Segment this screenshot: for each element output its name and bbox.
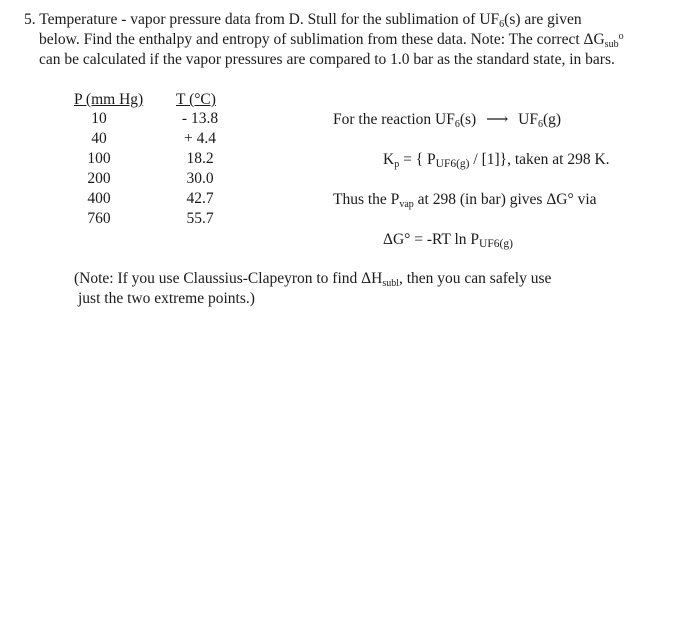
table-cell: 18.2 — [186, 150, 214, 167]
table-cell: 55.7 — [186, 210, 214, 227]
temperature-header: T (°C) — [176, 91, 216, 108]
table-cell: 10 — [91, 110, 107, 127]
pressure-column — [74, 109, 124, 229]
reaction-line: For the reaction $UF_6(s)$ ⟶ $UF_6(g)$ — [333, 111, 562, 130]
temperature-column — [174, 109, 226, 229]
table-cell: 30.0 — [186, 170, 214, 187]
table-cell: 40 — [91, 130, 107, 147]
note-line-2: just the two extreme points.) — [78, 290, 255, 307]
reaction-arrow-icon: ⟶ — [486, 111, 509, 128]
problem-text-1: Temperature - vapor pressure data from D. Stull for the sublimation of UF — [39, 11, 500, 28]
problem-line-2: below. Find the enthalpy and entropy of sublimation from these data. Note: The correct $\Delta G_{sub}^o$ — [39, 31, 624, 50]
problem-number: 5. — [24, 11, 36, 28]
pressure-header: P (mm Hg) — [74, 91, 144, 108]
table-cell: - 13.8 — [181, 110, 219, 127]
kp-line: $K_p$ = { $P_{UF6(g)} / [1]$}, taken at 298 K. — [383, 151, 610, 170]
table-cell: 760 — [87, 210, 111, 227]
table-cell: 42.7 — [186, 190, 214, 207]
table-cell: + 4.4 — [184, 130, 216, 147]
problem-line-1: 5. Temperature - vapor pressure data from D. Stull for the sublimation of $UF_6(s)$ are given — [24, 11, 582, 30]
table-cell: 400 — [87, 190, 111, 207]
delta-g-equation: ΔG° = -RT $\ln P_{UF6(g)}$ — [383, 231, 513, 250]
table-cell: 200 — [87, 170, 111, 187]
table-cell: 100 — [87, 150, 111, 167]
problem-line-3: can be calculated if the vapor pressures are compared to 1.0 bar as the standard state, in bars. — [39, 51, 615, 68]
note-line-1: (Note: If you use Claussius-Clapeyron to find $\Delta H_{subl}$, then you can safely use — [74, 270, 552, 289]
thus-line: Thus the $P_{vap}$ at 298 (in bar) gives ΔG° via — [333, 191, 597, 210]
